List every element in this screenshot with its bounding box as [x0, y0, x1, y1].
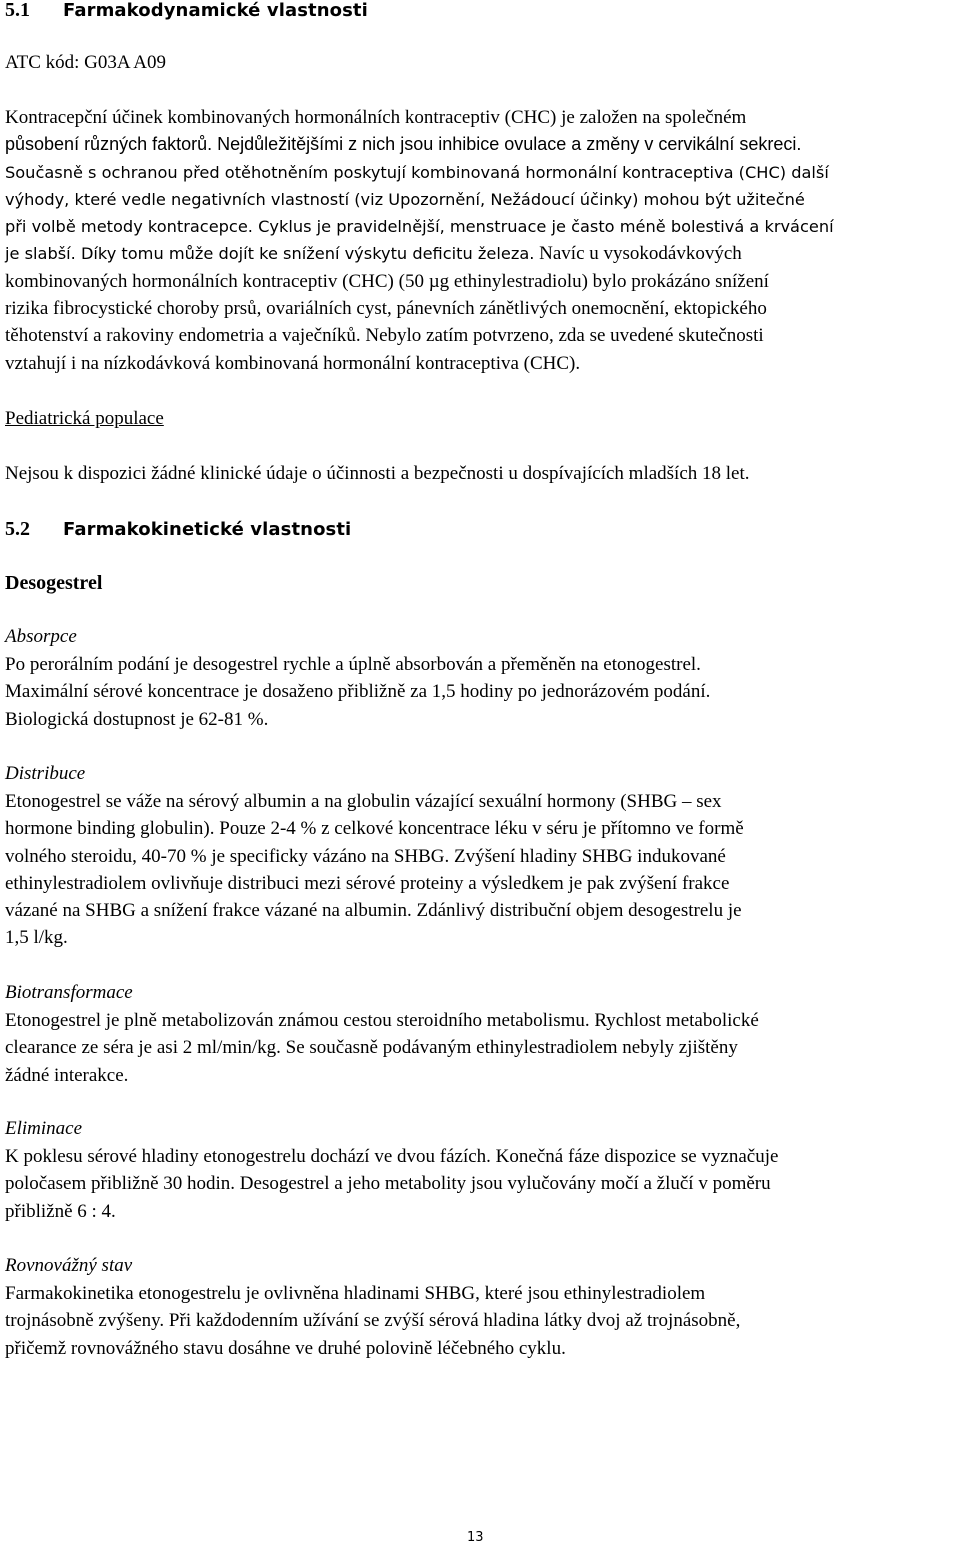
text-line: při volbě metody kontracepce. Cyklus je pravidelnější, menstruace je často méně bolestivá a krvácení — [5, 217, 834, 237]
text-line: Navíc u vysokodávkových — [534, 243, 742, 265]
elimination-text — [5, 1143, 778, 1225]
section-5-2-heading — [5, 519, 351, 540]
text-line: Farmakokinetika etonogestrelu je ovlivněna hladinami SHBG, které jsou ethinylestradiolem — [5, 1283, 706, 1304]
text-line: poločasem přibližně 30 hodin. Desogestrel a jeho metabolity jsou vylučovány močí a žlučí v poměru — [5, 1173, 771, 1195]
page-number: 13 — [467, 1530, 484, 1545]
biotransformation-heading: Biotransformace — [5, 982, 133, 1003]
text-line: clearance ze séra je asi 2 ml/min/kg. Se současně podávaným ethinylestradiolem nebyly zjištěny — [5, 1037, 738, 1059]
text-line: ethinylestradiolem ovlivňuje distribuci mezi sérové proteiny a výsledkem je pak zvýšení frakce — [5, 872, 730, 894]
text-line: přičemž rovnovážného stavu dosáhne ve druhé polovině léčebného cyklu. — [5, 1337, 566, 1359]
text-line: přibližně 6 : 4. — [5, 1200, 116, 1222]
biotransformation-text — [5, 1007, 759, 1089]
text-line: Etonogestrel se váže na sérový albumin a na globulin vázající sexuální hormony (SHBG – sex — [5, 791, 722, 812]
text-line: žádné interakce. — [5, 1064, 129, 1086]
text-line: kombinovaných hormonálních kontraceptiv (CHC) (50 µg ethinylestradiolu) bylo prokázáno snížení — [5, 270, 769, 292]
absorption-text — [5, 651, 710, 733]
distribution-heading: Distribuce — [5, 763, 86, 784]
atc-code: ATC kód: G03A A09 — [5, 52, 166, 73]
text-line: vázané na SHBG a snížení frakce vázané na albumin. Zdánlivý distribuční objem desogestrelu je — [5, 900, 742, 922]
text-line: vztahují i na nízkodávková kombinovaná hormonální kontraceptiva (CHC). — [5, 352, 581, 374]
text-line: Po perorálním podání je desogestrel rychle a úplně absorbován a přeměněn na etonogestrel. — [5, 654, 701, 675]
text-line: K poklesu sérové hladiny etonogestrelu dochází ve dvou fázích. Konečná fáze dispozice se vyznačuje — [5, 1146, 779, 1167]
steady-state-text — [5, 1280, 740, 1362]
desogestrel-heading: Desogestrel — [5, 572, 103, 594]
pediatric-heading: Pediatrická populace — [5, 408, 164, 429]
elimination-heading: Eliminace — [5, 1118, 83, 1139]
text-line: 1,5 l/kg. — [5, 927, 68, 949]
section-number: 5.2 — [5, 518, 30, 540]
section-5-1-heading — [5, 0, 368, 21]
steady-state-heading: Rovnovážný stav — [5, 1255, 133, 1276]
text-line: výhody, které vedle negativních vlastností (viz Upozornění, Nežádoucí účinky) mohou být užitečné — [5, 189, 805, 209]
section-number: 5.1 — [5, 0, 30, 21]
pharmacodynamics-paragraph — [5, 104, 950, 377]
pediatric-text: Nejsou k dispozici žádné klinické údaje o účinnosti a bezpečnosti u dospívajících mladších 18 let. — [5, 463, 750, 484]
text-line: Maximální sérové koncentrace je dosaženo přibližně za 1,5 hodiny po jednorázovém podání. — [5, 681, 711, 703]
distribution-text — [5, 788, 744, 952]
text-line: je slabší. Díky tomu může dojít ke snížení výskytu deficitu železa. — [5, 244, 535, 264]
text-line: trojnásobně zvýšeny. Při každodenním užívání se zvýší sérová hladina látky dvoj až trojnásobně, — [5, 1310, 741, 1332]
text-line: Etonogestrel je plně metabolizován známou cestou steroidního metabolismu. Rychlost metabolické — [5, 1010, 759, 1031]
absorption-heading: Absorpce — [5, 626, 77, 647]
section-title: Farmakokinetické vlastnosti — [63, 519, 352, 540]
text-line: volného steroidu, 40-70 % je specificky vázáno na SHBG. Zvýšení hladiny SHBG indukované — [5, 845, 726, 867]
text-line: Biologická dostupnost je 62-81 %. — [5, 708, 269, 730]
section-title: Farmakodynamické vlastnosti — [63, 0, 368, 21]
text-line: Kontracepční účinek kombinovaných hormonálních kontraceptiv (CHC) je založen na společném — [5, 107, 747, 128]
text-line: Současně s ochranou před otěhotněním poskytují kombinovaná hormonální kontraceptiva (CHC) další — [5, 162, 829, 182]
text-line: působení různých faktorů. Nejdůležitějšími z nich jsou inhibice ovulace a změny v cervikální sekreci. — [5, 134, 802, 155]
text-line: rizika fibrocystické choroby prsů, ovariálních cyst, pánevních zánětlivých onemocnění, ektopického — [5, 298, 767, 320]
text-line: těhotenství a rakoviny endometria a vaječníků. Nebylo zatím potvrzeno, zda se uvedené skutečnosti — [5, 325, 764, 347]
text-line: hormone binding globulin). Pouze 2-4 % z celkové koncentrace léku v séru je přítomno ve formě — [5, 818, 744, 840]
